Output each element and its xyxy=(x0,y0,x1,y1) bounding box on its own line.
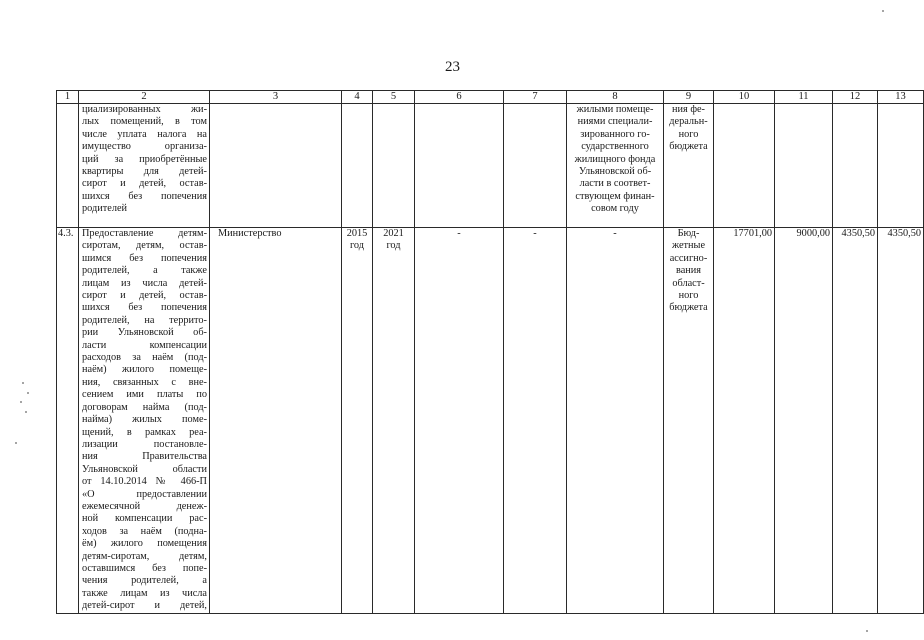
executor: Министерство xyxy=(210,228,342,614)
cont-col10 xyxy=(714,104,775,228)
start-year: 2015 год xyxy=(342,228,373,614)
scan-speck xyxy=(27,392,29,394)
measure-description: Предоставление детям- сиротам, детям, остав- шимся без попечения родителей, а также лицам из числа детей- сирот и детей, остав- шихся без попечения родителей, на террито- рии Ульяновской об- ласти компенсации расходов за наём (под- наём) жилого помеще- ния, связанных с вне- сением ими платы по договорам найма (под- найма) жилых поме- щений, в рамках реа- лизации постановле- ния Правительства Ульяновской области от 14.10.2014 № 466-П «О предоставлении ежемесячной денеж- ной компенсации рас- ходов за наём (подна- ём) жилого помещения детям-сиротам, детям, оставшимся без попе- чения родителей, а также лицам из числа детей-сирот и детей, xyxy=(79,228,210,614)
cont-funding-source: ния фе- деральн- ного бюджета xyxy=(664,104,714,228)
budget-table xyxy=(56,90,924,614)
cont-indicator: жилыми помеще- ниями специали- зированного го- сударственного жилищного фонда Ульяновской об- ласти в соответ- ствующем финан- совом году xyxy=(567,104,664,228)
funding-source: Бюд- жетные ассигно- вания област- ного бюджета xyxy=(664,228,714,614)
cont-col5 xyxy=(373,104,415,228)
cont-col4 xyxy=(342,104,373,228)
amount-col13: 4350,50 xyxy=(878,228,924,614)
column-number: 10 xyxy=(714,91,775,104)
total-amount: 17701,00 xyxy=(714,228,775,614)
cont-col12 xyxy=(833,104,878,228)
cont-col13 xyxy=(878,104,924,228)
cont-col3 xyxy=(210,104,342,228)
column-number: 3 xyxy=(210,91,342,104)
column-number: 13 xyxy=(878,91,924,104)
amount-col11: 9000,00 xyxy=(775,228,833,614)
column-number: 4 xyxy=(342,91,373,104)
scan-speck xyxy=(25,411,27,413)
continuation-row xyxy=(57,104,924,228)
scan-speck xyxy=(15,442,17,444)
amount-col12: 4350,50 xyxy=(833,228,878,614)
end-year: 2021 год xyxy=(373,228,415,614)
page-number: 23 xyxy=(445,59,460,75)
col8-value: - xyxy=(567,228,664,614)
cont-col6 xyxy=(415,104,504,228)
cont-col7 xyxy=(504,104,567,228)
col7-value: - xyxy=(504,228,567,614)
column-number: 2 xyxy=(79,91,210,104)
column-number: 7 xyxy=(504,91,567,104)
row-number: 4.3. xyxy=(57,228,79,614)
column-number: 8 xyxy=(567,91,664,104)
column-number: 9 xyxy=(664,91,714,104)
scan-speck xyxy=(866,630,868,632)
scan-speck xyxy=(882,10,884,12)
column-number: 11 xyxy=(775,91,833,104)
scan-speck xyxy=(22,382,24,384)
column-number: 12 xyxy=(833,91,878,104)
column-number: 6 xyxy=(415,91,504,104)
cont-description: циализированных жи- лых помещений, в том числе уплата налога на имущество организа- ций за приобретённые квартиры для детей- сирот и детей, остав- шихся без попечения родителей xyxy=(79,104,210,228)
col6-value: - xyxy=(415,228,504,614)
cont-col1 xyxy=(57,104,79,228)
table-row-4-3 xyxy=(57,228,924,614)
column-number: 5 xyxy=(373,91,415,104)
cont-col11 xyxy=(775,104,833,228)
column-number-row xyxy=(57,91,924,104)
scan-speck xyxy=(20,401,22,403)
column-number: 1 xyxy=(57,91,79,104)
